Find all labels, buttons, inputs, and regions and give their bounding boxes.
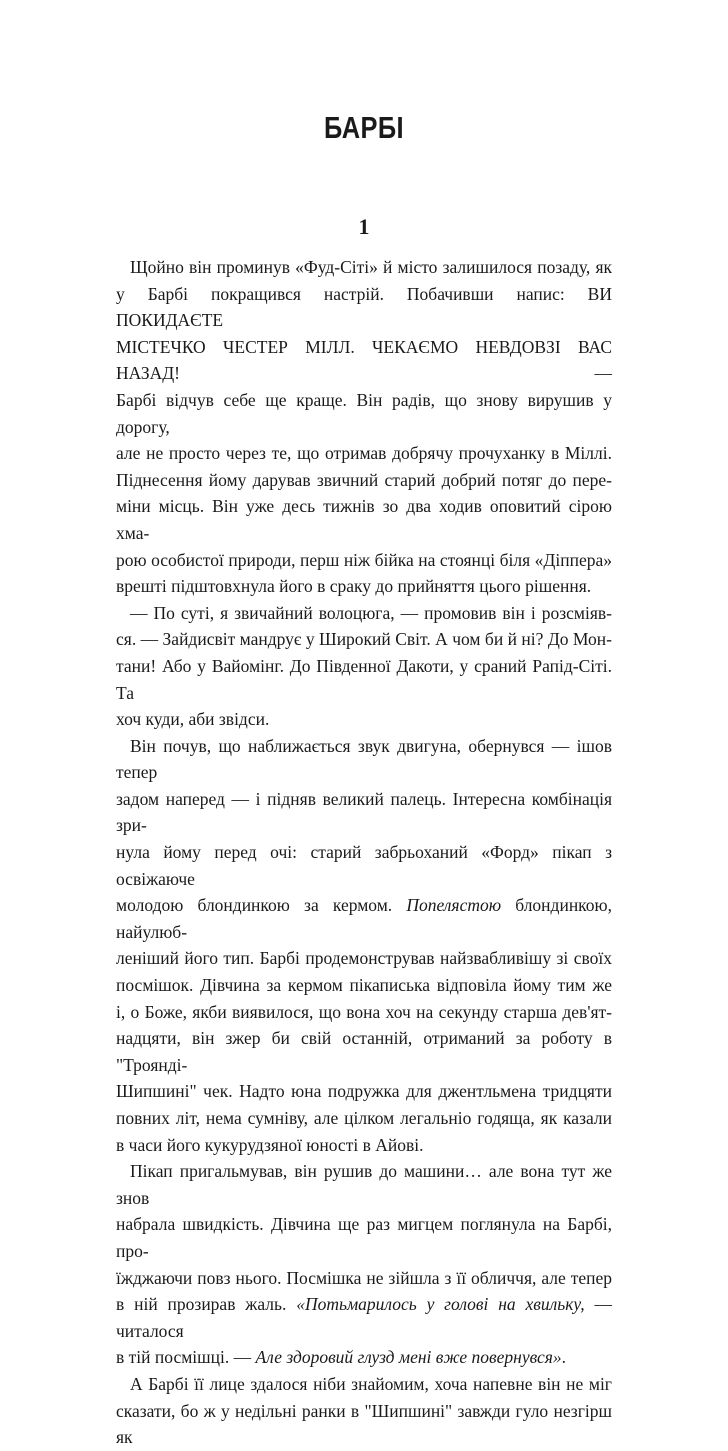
text-line: задом наперед — і підняв великий палець. Інтересна комбінація зри- — [116, 788, 612, 836]
text-line: надцяти, він зжер би свій останній, отриманий за роботу в "Трояндi- — [116, 1028, 612, 1075]
text-line: Піднесення йому дарував звичний старий добрий потяг до пере- — [116, 469, 612, 490]
text-line: Він почув, що наближається звук двигуна, обернувся — ішов тепер — [116, 735, 612, 783]
text-line: але не просто через те, що отримав добрячу прочуханку в Міллі. — [116, 443, 612, 464]
text-line: сказати, бо ж у недільні ранки в "Шипшині" завжди гуло незгірш як — [116, 1400, 612, 1448]
text-line: А Барбі її лице здалося ніби знайомим, хоча напевне він не міг — [130, 1373, 612, 1394]
text-line: у Барбі покращився настрій. Побачивши напис: ВИ ПОКИДАЄТЕ — [116, 283, 612, 331]
text-line: леніший його тип. Барбі продемонстрував найзвабливішу зі своїх — [116, 948, 612, 969]
section-number: 1 — [358, 214, 370, 239]
text-line: в ній прозирав жаль. «Потьмарилось у голові на хвильку, — читалося — [116, 1294, 612, 1341]
text-line: молодою блондинкою за кермом. Попелястою блондинкою, найулюб- — [116, 895, 612, 942]
text-line: Щойно він проминув «Фуд-Сіті» й місто залишилося позаду, як — [130, 257, 612, 277]
text-line: їжджаючи повз нього. Посмішка не зійшла з її обличчя, але тепер — [116, 1267, 612, 1288]
text-line: в часи його кукурудзяної юності в Айові. — [116, 1134, 424, 1155]
chapter-title: БАРБІ — [323, 110, 405, 145]
text-line: в тій посмішці. — Але здоровий глузд мені вже повернувся». — [116, 1347, 567, 1368]
text-line: Шипшині" чек. Надто юна подружка для джентльмена тридцяти — [116, 1081, 612, 1102]
text-line: тани! Або у Вайомінг. До Південної Дакоти, у сраний Рапід-Сіті. Та — [116, 655, 612, 703]
text-line: набрала швидкість. Дівчина ще раз мигцем поглянула на Барбі, про- — [116, 1214, 612, 1261]
text-line: МІСТЕЧКО ЧЕСТЕР МІЛЛ. ЧЕКАЄМО НЕВДОВЗІ ВАС НАЗАД! — — [116, 336, 612, 384]
text-line: посмішок. Дівчина за кермом пікаписька відповіла йому тим же — [116, 975, 612, 996]
text-line: міни місць. Він уже десь тижнів зо два ходив оповитий сірою хма- — [116, 496, 612, 543]
text-line: ся. — Зайдисвіт мандрує у Широкий Світ. А чом би й ні? До Мон- — [116, 629, 612, 650]
text-line: — По суті, я звичайний волоцюга, — промовив він і розсміяв- — [130, 602, 612, 623]
text-line: нула йому перед очі: старий забрьоханий «Форд» пікап з освіжаюче — [116, 842, 612, 889]
text-line: хоч куди, аби звідси. — [116, 709, 270, 730]
text-line: врешті підштовхнула його в сраку до прийняття цього рішення. — [116, 576, 592, 597]
text-line: Барбі відчув себе ще краще. Він радів, що знову вирушив у дорогу, — [116, 389, 612, 437]
body-text — [116, 254, 612, 1451]
text-line: і, о Боже, якби виявилося, що вона хоч на секунду старша дев'ят- — [116, 1001, 612, 1022]
text-line: повних літ, нема сумніву, але цілком легальніо годящa, як казали — [116, 1108, 612, 1128]
text-line: рою особистої природи, перш ніж бійка на стоянці біля «Діппера» — [116, 549, 612, 570]
text-line: Пікап пригальмував, він рушив до машини… але вона тут же знов — [116, 1161, 612, 1208]
